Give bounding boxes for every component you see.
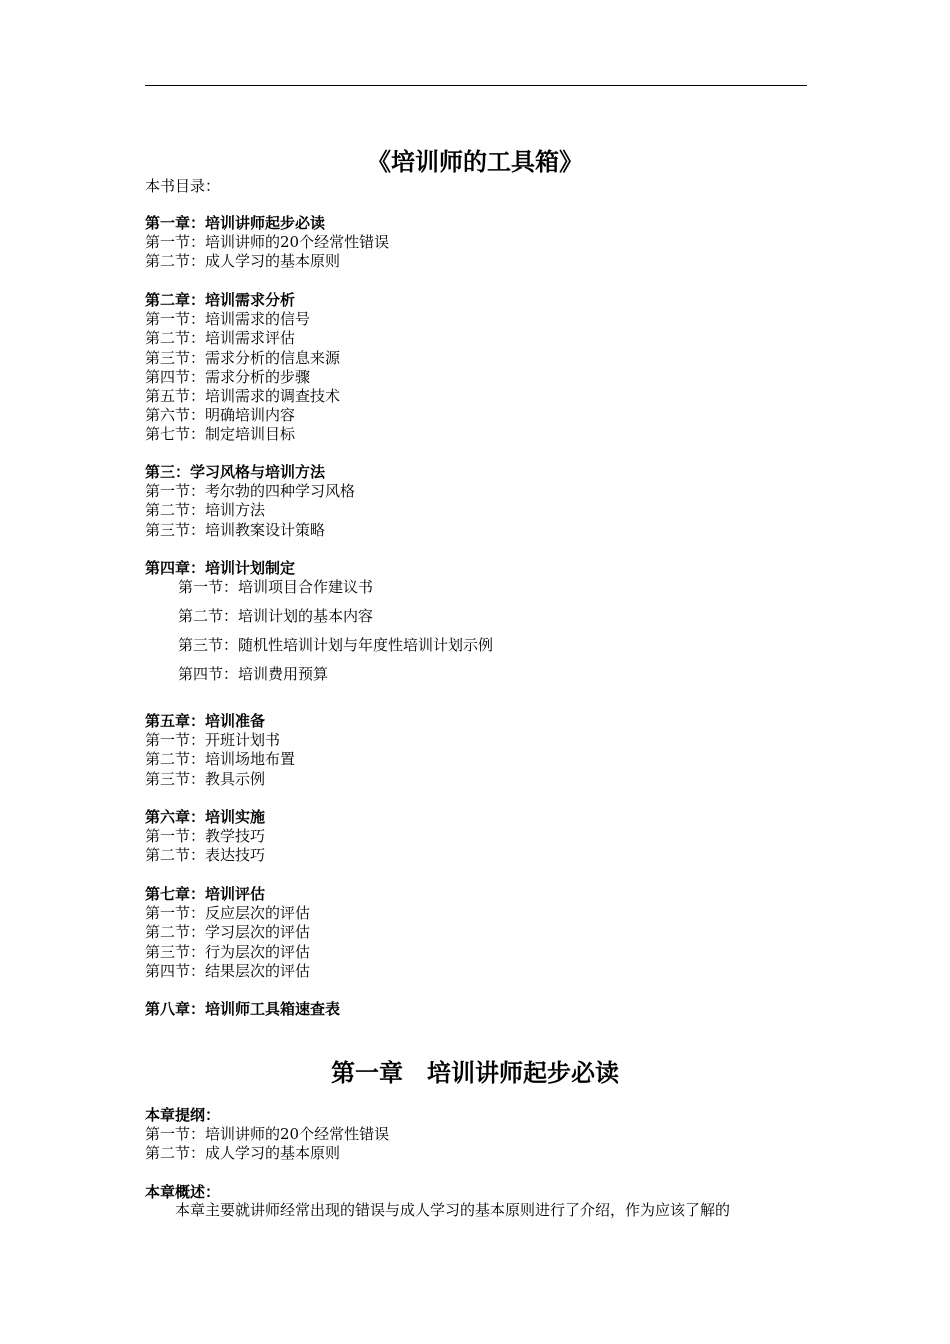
section-item[interactable]: 第五节：培训需求的调查技术 (145, 386, 341, 405)
summary-label: 本章概述： (145, 1183, 221, 1201)
section-item[interactable]: 第二节：表达技巧 (145, 846, 266, 865)
section-item[interactable]: 第二节：培训场地布置 (145, 750, 296, 769)
section-item[interactable]: 第一节：开班计划书 (145, 731, 281, 750)
header-rule (145, 85, 807, 86)
chapter-heading: 第一章 培训讲师起步必读 (331, 1059, 619, 1087)
section-item[interactable]: 第三节：随机性培训计划与年度性培训计划示例 (178, 636, 494, 654)
toc-chapter-5 (145, 712, 295, 789)
section-item[interactable]: 第二节：学习层次的评估 (145, 923, 311, 942)
toc-label: 本书目录： (145, 177, 221, 195)
section-item[interactable]: 第一节：反应层次的评估 (145, 904, 311, 923)
toc-chapter-6 (145, 808, 265, 866)
chapter-title[interactable]: 第二章：培训需求分析 (145, 291, 296, 309)
section-item[interactable]: 第七节：制定培训目标 (145, 425, 296, 444)
section-item[interactable]: 第一节：考尔勃的四种学习风格 (145, 482, 356, 501)
toc-chapter-4-sections (178, 578, 493, 694)
chapter-title[interactable]: 第三：学习风格与培训方法 (145, 463, 326, 481)
outline-item: 第二节：成人学习的基本原则 (145, 1144, 341, 1163)
chapter-title[interactable]: 第五章：培训准备 (145, 712, 266, 730)
chapter-outline (145, 1106, 389, 1164)
section-item[interactable]: 第二节：培训计划的基本内容 (178, 607, 374, 625)
toc-chapter-2 (145, 291, 340, 445)
section-item[interactable]: 第二节：培训方法 (145, 501, 266, 520)
section-item[interactable]: 第二节：成人学习的基本原则 (145, 252, 341, 271)
toc-chapter-4 (145, 559, 295, 578)
outline-item: 第一节：培训讲师的20个经常性错误 (145, 1125, 390, 1144)
chapter-title[interactable]: 第七章：培训评估 (145, 885, 266, 903)
chapter-summary (145, 1183, 220, 1202)
section-item[interactable]: 第三节：教具示例 (145, 769, 266, 788)
section-item[interactable]: 第六节：明确培训内容 (145, 406, 296, 425)
toc-chapter-8 (145, 1000, 340, 1019)
chapter-title[interactable]: 第四章：培训计划制定 (145, 559, 296, 577)
section-item[interactable]: 第四节：培训费用预算 (178, 665, 329, 683)
section-item[interactable]: 第三节：行为层次的评估 (145, 942, 311, 961)
chapter-title[interactable]: 第八章：培训师工具箱速查表 (145, 1000, 341, 1018)
section-item[interactable]: 第二节：培训需求评估 (145, 329, 296, 348)
section-item[interactable]: 第四节：需求分析的步骤 (145, 367, 311, 386)
section-item[interactable]: 第一节：培训项目合作建议书 (178, 578, 374, 596)
section-item[interactable]: 第一节：教学技巧 (145, 827, 266, 846)
toc-chapter-7 (145, 885, 310, 981)
section-item[interactable]: 第三节：培训教案设计策略 (145, 520, 326, 539)
section-item[interactable]: 第四节：结果层次的评估 (145, 961, 311, 980)
section-item[interactable]: 第三节：需求分析的信息来源 (145, 348, 341, 367)
section-item[interactable]: 第一节：培训讲师的20个经常性错误 (145, 233, 390, 252)
book-title: 《培训师的工具箱》 (367, 148, 583, 176)
section-item[interactable]: 第一节：培训需求的信号 (145, 310, 311, 329)
chapter-title[interactable]: 第一章：培训讲师起步必读 (145, 214, 326, 232)
toc-chapter-1 (145, 214, 389, 272)
toc-chapter-3 (145, 463, 355, 540)
chapter-title[interactable]: 第六章：培训实施 (145, 808, 266, 826)
summary-paragraph: 本章主要就讲师经常出现的错误与成人学习的基本原则进行了介绍，作为应该了解的 (175, 1201, 731, 1219)
outline-label: 本章提纲： (145, 1106, 221, 1124)
